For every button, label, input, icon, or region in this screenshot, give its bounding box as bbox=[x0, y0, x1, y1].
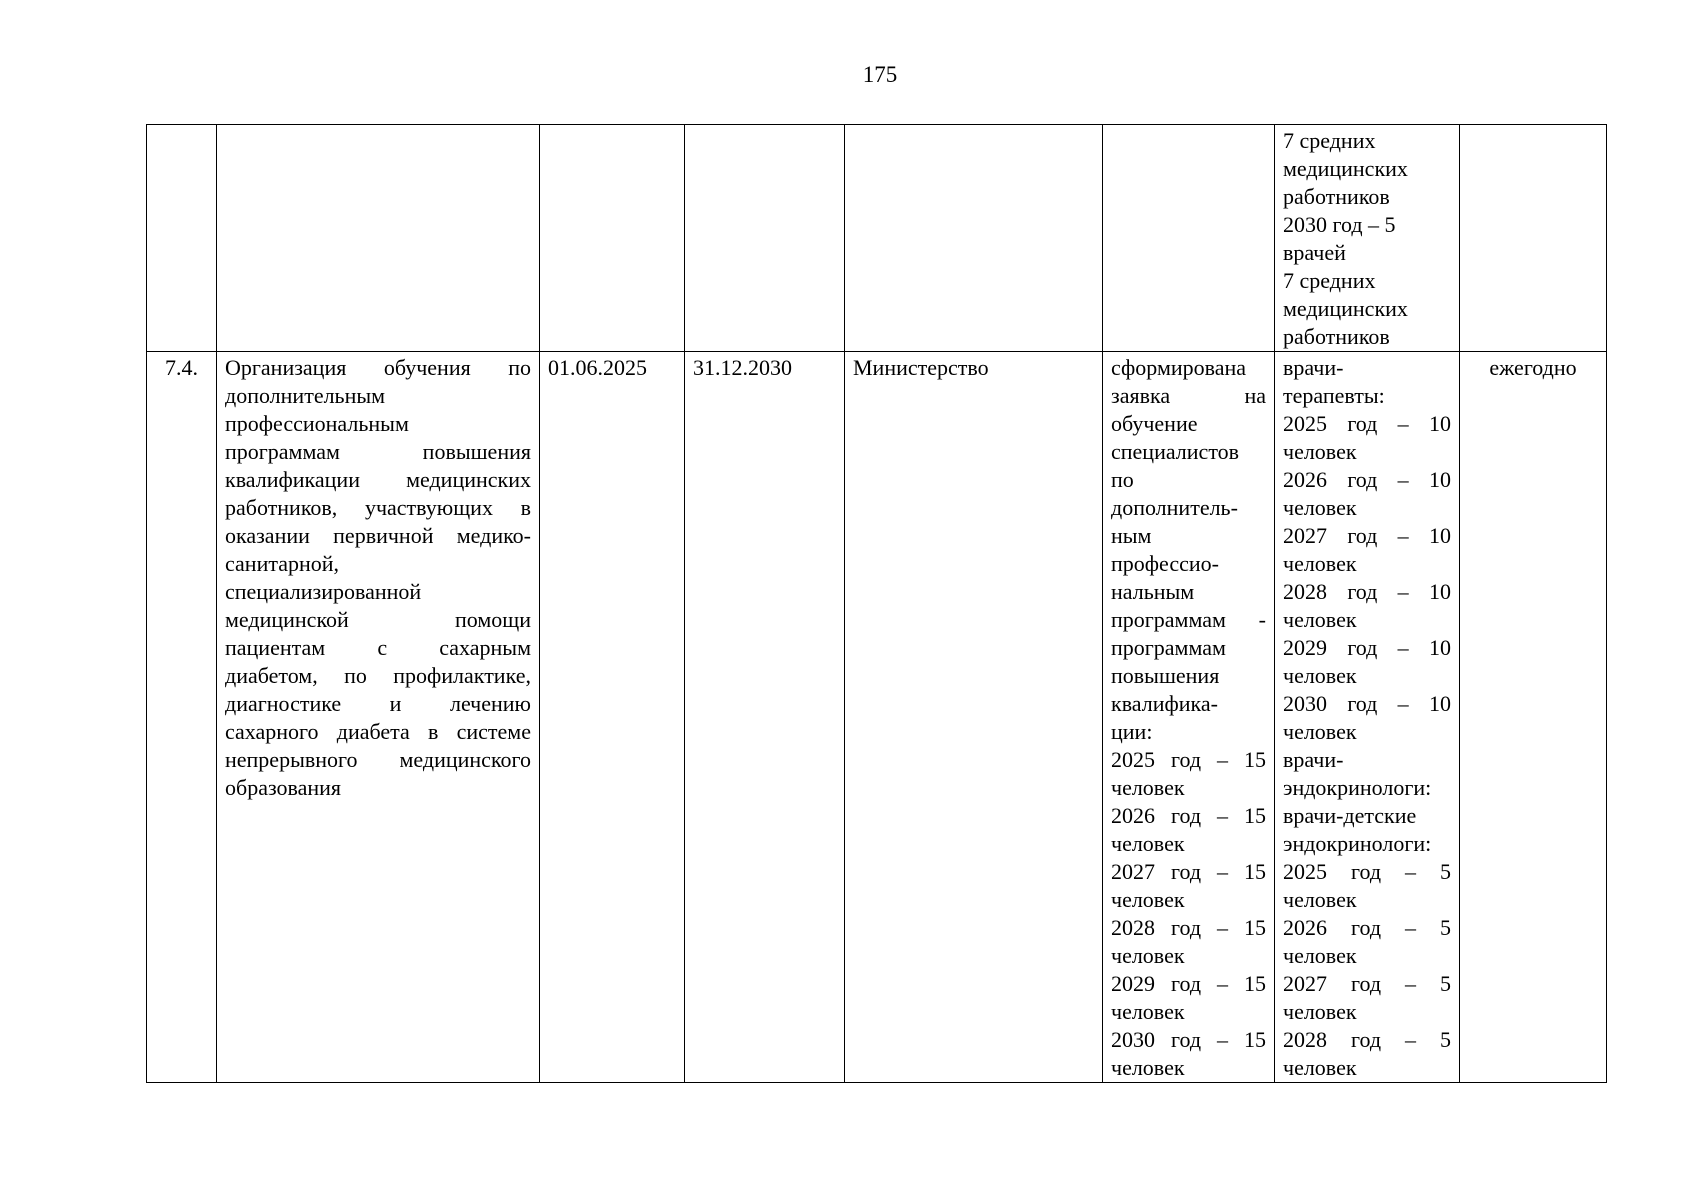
cell-text-line: санитарной, bbox=[225, 551, 340, 576]
cell-indicators bbox=[1275, 352, 1460, 1083]
cell-text-line: оказании первичной медико- bbox=[225, 523, 531, 548]
cell-frequency: ежегодно bbox=[1460, 352, 1607, 1083]
cell-responsible: Министерство bbox=[845, 352, 1103, 1083]
cell-text-line: человек bbox=[1283, 719, 1357, 744]
cell-text-line: 2029 год – 10 bbox=[1283, 635, 1451, 660]
cell-name bbox=[217, 352, 540, 1083]
cell-frequency bbox=[1460, 125, 1607, 352]
cell-indicators bbox=[1275, 125, 1460, 352]
cell-text-line: повышения bbox=[1111, 663, 1220, 688]
cell-text-line: эндокринологи: bbox=[1283, 775, 1432, 800]
cell-text-line: человек bbox=[1111, 999, 1185, 1024]
cell-text-line: работников bbox=[1283, 324, 1390, 349]
cell-text-line: 2025 год – 5 bbox=[1283, 859, 1451, 884]
cell-text-line: сахарного диабета в системе bbox=[225, 719, 531, 744]
cell-result bbox=[1103, 125, 1275, 352]
cell-text-line: человек bbox=[1283, 887, 1357, 912]
cell-text-line: 2027 год – 10 bbox=[1283, 523, 1451, 548]
cell-text-line: 2028 год – 15 bbox=[1111, 915, 1266, 940]
cell-text-line: врачи-детские bbox=[1283, 803, 1417, 828]
cell-text-line: специализированной bbox=[225, 579, 422, 604]
cell-text-line: непрерывного медицинского bbox=[225, 747, 531, 772]
cell-text-line: дополнительным bbox=[225, 383, 386, 408]
cell-text-line: 7 средних bbox=[1283, 128, 1376, 153]
cell-start-date: 01.06.2025 bbox=[540, 352, 685, 1083]
table-row bbox=[147, 352, 1607, 1083]
cell-text-line: квалифика- bbox=[1111, 691, 1218, 716]
cell-text-line: 7 средних bbox=[1283, 268, 1376, 293]
cell-text-line: специалистов bbox=[1111, 439, 1240, 464]
cell-text-line: 2026 год – 15 bbox=[1111, 803, 1266, 828]
cell-text-line: работников, участвующих в bbox=[225, 495, 531, 520]
cell-end-date: 31.12.2030 bbox=[685, 352, 845, 1083]
cell-number bbox=[147, 125, 217, 352]
cell-text-line: 2028 год – 10 bbox=[1283, 579, 1451, 604]
cell-text-line: врачи- bbox=[1283, 355, 1344, 380]
cell-number: 7.4. bbox=[147, 352, 217, 1083]
cell-text-line: ции: bbox=[1111, 719, 1153, 744]
cell-text-line: терапевты: bbox=[1283, 383, 1385, 408]
cell-text-line: квалификации медицинских bbox=[225, 467, 531, 492]
cell-text-line: 2028 год – 5 bbox=[1283, 1027, 1451, 1052]
cell-text-line: врачи- bbox=[1283, 747, 1344, 772]
cell-text-line: человек bbox=[1111, 887, 1185, 912]
cell-text-line: человек bbox=[1111, 1055, 1185, 1080]
cell-text-line: обучение bbox=[1111, 411, 1198, 436]
cell-text-line: диабетом, по профилактике, bbox=[225, 663, 531, 688]
cell-name bbox=[217, 125, 540, 352]
cell-text-line: 2030 год – 15 bbox=[1111, 1027, 1266, 1052]
cell-text-line: нальным bbox=[1111, 579, 1195, 604]
cell-text-line: 2030 год – 5 bbox=[1283, 212, 1396, 237]
cell-result bbox=[1103, 352, 1275, 1083]
cell-text-line: человек bbox=[1283, 999, 1357, 1024]
cell-text-line: профессиональным bbox=[225, 411, 409, 436]
cell-text-line: 2029 год – 15 bbox=[1111, 971, 1266, 996]
cell-start-date bbox=[540, 125, 685, 352]
cell-text-line: ным bbox=[1111, 523, 1152, 548]
cell-text-line: по bbox=[1111, 467, 1134, 492]
cell-text-line: человек bbox=[1283, 551, 1357, 576]
cell-text-line: заявка на bbox=[1111, 383, 1266, 408]
cell-responsible bbox=[845, 125, 1103, 352]
cell-end-date bbox=[685, 125, 845, 352]
cell-text-line: программам повышения bbox=[225, 439, 531, 464]
cell-text-line: человек bbox=[1111, 943, 1185, 968]
cell-text-line: 2025 год – 10 bbox=[1283, 411, 1451, 436]
page-number: 175 bbox=[862, 62, 898, 87]
cell-text-line: Организация обучения по bbox=[225, 355, 531, 380]
cell-text-line: медицинской помощи bbox=[225, 607, 531, 632]
cell-text-line: человек bbox=[1283, 943, 1357, 968]
cell-text-line: пациентам с сахарным bbox=[225, 635, 531, 660]
cell-text-line: программам bbox=[1111, 635, 1226, 660]
cell-text-line: человек bbox=[1111, 831, 1185, 856]
cell-text-line: человек bbox=[1283, 607, 1357, 632]
cell-text-line: человек bbox=[1283, 1055, 1357, 1080]
cell-text-line: 2026 год – 5 bbox=[1283, 915, 1451, 940]
cell-text-line: человек bbox=[1283, 495, 1357, 520]
cell-text-line: профессио- bbox=[1111, 551, 1219, 576]
cell-text-line: врачей bbox=[1283, 240, 1346, 265]
plan-table bbox=[146, 124, 1607, 1083]
cell-text-line: 2027 год – 15 bbox=[1111, 859, 1266, 884]
cell-text-line: образования bbox=[225, 775, 342, 800]
cell-text-line: 2027 год – 5 bbox=[1283, 971, 1451, 996]
cell-text-line: медицинских bbox=[1283, 156, 1408, 181]
cell-text-line: диагностике и лечению bbox=[225, 691, 531, 716]
cell-text-line: 2030 год – 10 bbox=[1283, 691, 1451, 716]
cell-text-line: эндокринологи: bbox=[1283, 831, 1432, 856]
cell-text-line: сформирована bbox=[1111, 355, 1247, 380]
cell-text-line: человек bbox=[1111, 775, 1185, 800]
cell-text-line: человек bbox=[1283, 663, 1357, 688]
cell-text-line: 2026 год – 10 bbox=[1283, 467, 1451, 492]
cell-text-line: медицинских bbox=[1283, 296, 1408, 321]
cell-text-line: работников bbox=[1283, 184, 1390, 209]
cell-text-line: дополнитель- bbox=[1111, 495, 1238, 520]
table-row bbox=[147, 125, 1607, 352]
cell-text-line: программам - bbox=[1111, 607, 1266, 632]
cell-text-line: 2025 год – 15 bbox=[1111, 747, 1266, 772]
cell-text-line: человек bbox=[1283, 439, 1357, 464]
